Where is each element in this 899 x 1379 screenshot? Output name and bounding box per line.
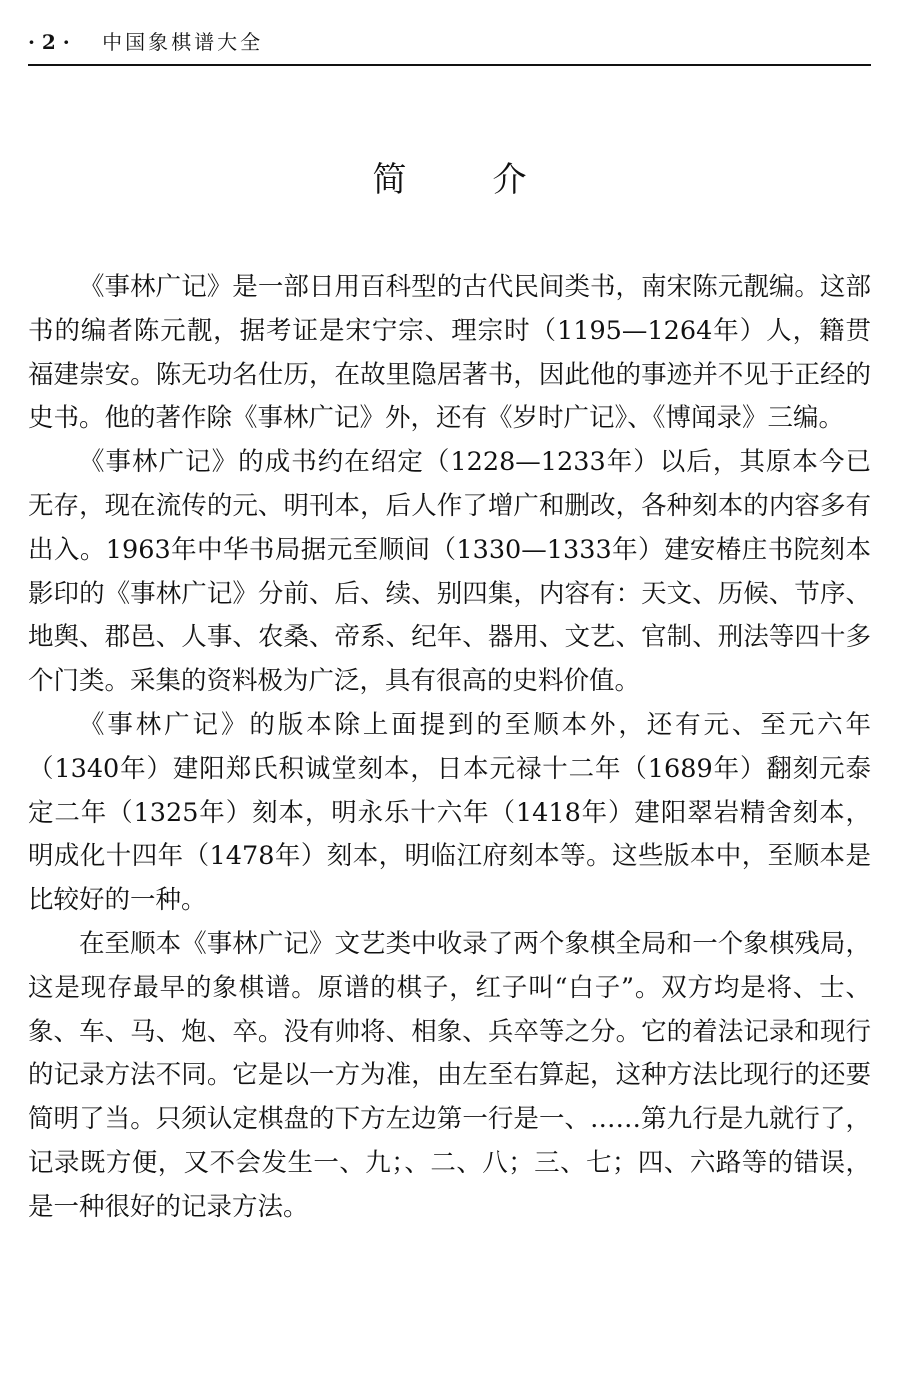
body-text [28,266,871,1230]
paragraph: 《事林广记》的版本除上面提到的至顺本外，还有元、至元六年（1340年）建阳郑氏积诚堂刻本，日本元禄十二年（1689年）翻刻元泰定二年（1325年）刻本，明永乐十六年（1418年）建阳翠岩精舍刻本，明成化十四年（1478年）刻本，明临江府刻本等。这些版本中，至顺本是比较好的一种。 [28,709,871,916]
paragraph: 《事林广记》的成书约在绍定（1228—1233年）以后，其原本今已无存，现在流传的元、明刊本，后人作了增广和删改，各种刻本的内容多有出入。1963年中华书局据元至顺间（1330—1333年）建安椿庄书院刻本影印的《事林广记》分前、后、续、别四集，内容有：天文、历候、节序、地舆、郡邑、人事、农桑、帝系、纪年、器用、文艺、官制、刑法等四十多个门类。采集的资料极为广泛，具有很高的史料价值。 [28,447,871,697]
header-rule [28,64,871,66]
paragraph: 《事林广记》是一部日用百科型的古代民间类书，南宋陈元靓编。这部书的编者陈元靓，据考证是宋宁宗、理宗时（1195—1264年）人，籍贯福建崇安。陈无功名仕历，在故里隐居著书，因此他的事迹并不见于正经的史书。他的著作除《事林广记》外，还有《岁时广记》、《博闻录》三编。 [28,272,871,434]
paragraph: 在至顺本《事林广记》文艺类中收录了两个象棋全局和一个象棋残局，这是现存最早的象棋谱。原谱的棋子，红子叫“白子”。双方均是将、士、象、车、马、炮、卒。没有帅将、相象、兵卒等之分。它的着法记录和现行的记录方法不同。它是以一方为准，由左至右算起，这种方法比现行的还要简明了当。只须认定棋盘的下方左边第一行是一、……第九行是九就行了，记录既方便，又不会发生一、九；、二、八；三、七；四、六路等的错误，是一种很好的记录方法。 [28,928,871,1222]
page-number: · 2 · [28,30,70,54]
book-title: 中国象棋谱大全 [102,30,264,54]
running-header [28,24,871,60]
section-title: 简介 [372,160,613,200]
